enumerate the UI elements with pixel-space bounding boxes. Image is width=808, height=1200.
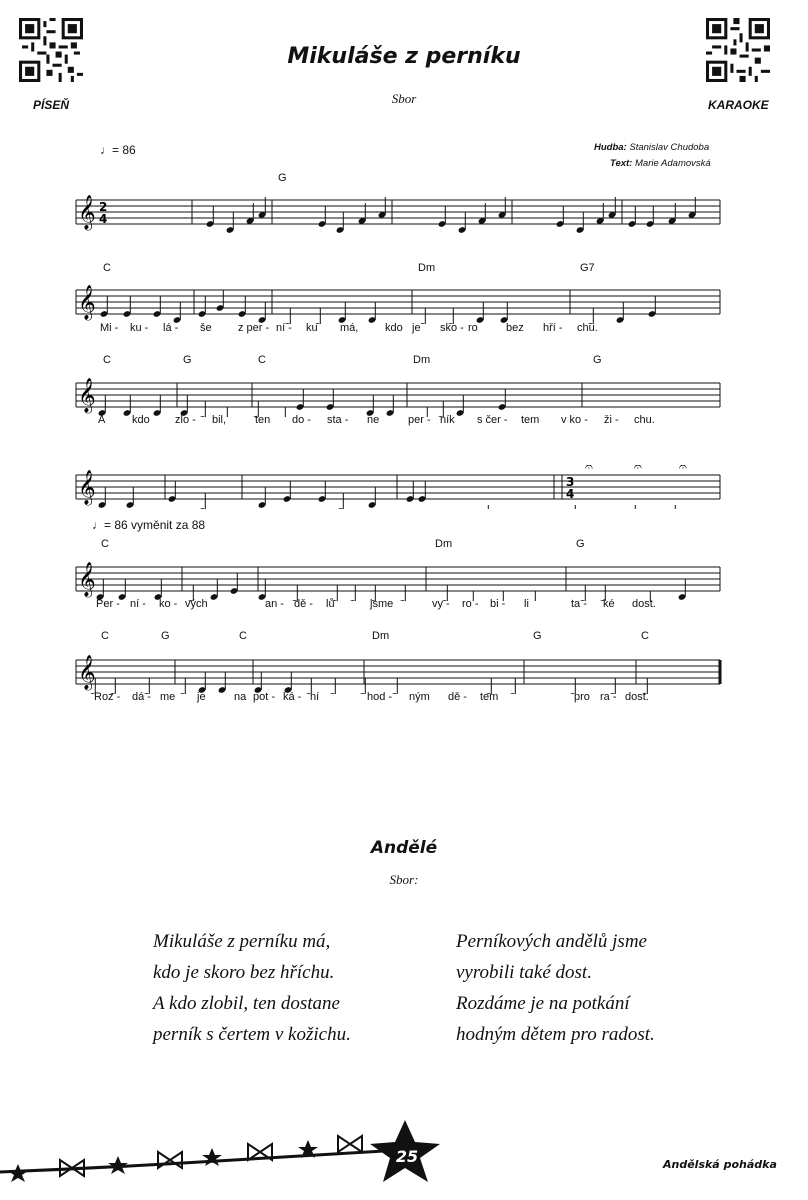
treble-clef-icon: 𝄞 xyxy=(78,378,96,413)
text-credit xyxy=(610,158,734,169)
lyric-syllable: vých xyxy=(185,598,208,610)
lyric-syllable: per - xyxy=(408,414,431,426)
treble-clef-icon: 𝄞 xyxy=(78,285,96,320)
poem-line: A kdo zlobil, ten dostane xyxy=(153,993,340,1014)
lyric-syllable: ro - xyxy=(462,598,479,610)
chord-symbol: C xyxy=(103,262,111,274)
song-subtitle: Sbor xyxy=(391,91,417,106)
karaoke-qr-label: KARAOKE xyxy=(708,98,769,112)
time-signature-top: 2 xyxy=(99,200,108,214)
chord-symbol: G7 xyxy=(580,262,595,274)
lyric-syllable: na xyxy=(234,691,247,703)
text-credit-label: Text: xyxy=(610,158,633,169)
poem-line: hodným dětem pro radost. xyxy=(456,1024,655,1045)
poem-line: vyrobili také dost. xyxy=(456,962,592,983)
staff-system-6 xyxy=(72,650,722,694)
lyric-syllable: Mi - xyxy=(100,322,119,334)
lyric-syllable: kdo xyxy=(132,414,150,426)
poem-line: kdo je skoro bez hříchu. xyxy=(153,962,335,983)
tempo-marking xyxy=(100,143,136,157)
treble-clef-icon: 𝄞 xyxy=(78,655,96,690)
fermata-icon: 𝄐 xyxy=(679,465,687,475)
chord-symbol: C xyxy=(101,538,109,550)
treble-clef-icon: 𝄞 xyxy=(78,562,96,597)
lyric-syllable: bez xyxy=(506,322,524,334)
star-icon xyxy=(108,1156,128,1174)
music-credit-label: Hudba: xyxy=(594,142,627,153)
lyric-syllable: zlo - xyxy=(175,414,196,426)
lyric-syllable: do - xyxy=(292,414,311,426)
time-signature-top: 3 xyxy=(566,475,575,489)
lyric-syllable: hří - xyxy=(543,322,563,334)
lyric-syllable: pot - xyxy=(253,691,276,703)
music-credit-name: Stanislav Chudoba xyxy=(629,142,710,153)
lyric-syllable: bi - xyxy=(490,598,506,610)
lyric-syllable: še xyxy=(200,322,212,334)
lyric-syllable: ten xyxy=(255,414,271,426)
lyric-syllable: tem xyxy=(521,414,540,426)
lyric-syllable: ká - xyxy=(283,691,302,703)
chord-symbol: G xyxy=(576,538,585,550)
page-number: 25 xyxy=(395,1147,419,1166)
staff-system-5 xyxy=(72,557,722,601)
lyric-syllable: bil, xyxy=(212,414,227,426)
lyric-syllable: pro xyxy=(574,691,590,703)
lyric-syllable: ník xyxy=(440,414,455,426)
star-icon xyxy=(202,1148,222,1166)
lyrics-line-3 xyxy=(0,598,808,614)
lyric-syllable: z per - xyxy=(238,322,270,334)
lyric-syllable: Roz - xyxy=(94,691,121,703)
lyric-syllable: ným xyxy=(409,691,430,703)
lyric-syllable: ra - xyxy=(600,691,617,703)
poem-subtitle: Sbor: xyxy=(389,872,419,887)
treble-clef-icon: 𝄞 xyxy=(78,195,96,230)
chord-symbol: Dm xyxy=(435,538,453,550)
lyric-syllable: ko - xyxy=(159,598,178,610)
tempo-marking-2 xyxy=(92,518,205,532)
chord-symbol: Dm xyxy=(413,354,431,366)
quarter-note-icon: ♩ xyxy=(100,143,112,157)
staff-system-3 xyxy=(72,373,722,417)
lyric-syllable: ní - xyxy=(276,322,292,334)
lyric-syllable: lá - xyxy=(163,322,179,334)
chord-symbol: G xyxy=(183,354,192,366)
lyric-syllable: ku - xyxy=(130,322,149,334)
star-icon xyxy=(8,1164,28,1182)
staff-system-2 xyxy=(72,280,722,324)
lyric-syllable: ní - xyxy=(130,598,146,610)
lyric-syllable: jsme xyxy=(370,598,394,610)
chord-symbol: G xyxy=(593,354,602,366)
lyric-syllable: A xyxy=(98,414,106,426)
song-title: Mikuláše z perníku xyxy=(287,44,521,69)
lyric-syllable: dě - xyxy=(294,598,313,610)
lyric-syllable: je xyxy=(197,691,206,703)
song-qr-label: PÍSEŇ xyxy=(33,98,70,112)
lyric-syllable: hod - xyxy=(367,691,393,703)
lyric-syllable: sko - xyxy=(440,322,464,334)
fermata-icon: 𝄐 xyxy=(634,465,642,475)
chord-symbol: C xyxy=(641,630,649,642)
time-signature-bottom: 4 xyxy=(566,487,575,501)
lyrics-line-4 xyxy=(0,691,808,707)
chord-symbol: C xyxy=(101,630,109,642)
chord-symbol: Dm xyxy=(418,262,436,274)
lyric-syllable: ne xyxy=(367,414,380,426)
treble-clef-icon: 𝄞 xyxy=(78,470,96,505)
poem-verse-right xyxy=(456,926,655,1050)
lyric-syllable: sta - xyxy=(327,414,349,426)
lyric-syllable: tem xyxy=(480,691,499,703)
lyric-syllable: ku xyxy=(306,322,318,334)
lyric-syllable: s čer - xyxy=(477,414,508,426)
lyric-syllable: me xyxy=(160,691,176,703)
tempo-value-2: = 86 vyměnit za 88 xyxy=(104,518,206,532)
lyrics-line-1 xyxy=(0,322,808,338)
lyric-syllable: je xyxy=(412,322,421,334)
poem-line: Mikuláše z perníku má, xyxy=(153,931,331,952)
lyric-syllable: ta - xyxy=(571,598,587,610)
poem-line: perník s čertem v kožichu. xyxy=(153,1024,351,1045)
text-credit-name: Marie Adamovská xyxy=(635,158,711,169)
lyrics-line-2 xyxy=(0,414,808,430)
lyric-syllable: v ko - xyxy=(561,414,588,426)
fermata-icon: 𝄐 xyxy=(585,465,593,475)
poem-verse-left xyxy=(153,926,351,1050)
lyric-syllable: ro xyxy=(468,322,478,334)
lyric-syllable: chu. xyxy=(634,414,655,426)
lyric-syllable: dě - xyxy=(448,691,467,703)
bow-icon xyxy=(158,1152,182,1168)
music-credit xyxy=(594,142,734,153)
time-signature-bottom: 4 xyxy=(99,212,108,226)
chord-symbol: C xyxy=(103,354,111,366)
poem-line: Perníkových andělů jsme xyxy=(456,931,647,952)
lyric-syllable: chu. xyxy=(577,322,598,334)
lyric-syllable: ní xyxy=(310,691,320,703)
chord-symbol: G xyxy=(278,172,287,184)
lyric-syllable: ži - xyxy=(604,414,619,426)
lyric-syllable: an - xyxy=(265,598,284,610)
poem-title: Andělé xyxy=(370,838,438,858)
poem-line: Rozdáme je na potkání xyxy=(456,993,630,1014)
staff-system-1 xyxy=(72,190,722,234)
chord-symbol: Dm xyxy=(372,630,390,642)
staff-system-4 xyxy=(72,465,722,509)
lyric-syllable: li xyxy=(524,598,529,610)
lyric-syllable: Per - xyxy=(96,598,120,610)
lyric-syllable: lů xyxy=(326,598,335,610)
quarter-note-icon: ♩ xyxy=(92,518,104,532)
lyric-syllable: má, xyxy=(340,322,359,334)
book-title: Andělská pohádka xyxy=(663,1158,777,1171)
lyric-syllable: dost. xyxy=(625,691,649,703)
garland-decoration xyxy=(0,1120,460,1192)
chord-symbol: C xyxy=(258,354,266,366)
chord-symbol: G xyxy=(533,630,542,642)
bow-icon xyxy=(338,1136,362,1152)
chord-symbol: C xyxy=(239,630,247,642)
lyric-syllable: dost. xyxy=(632,598,656,610)
chord-symbol: G xyxy=(161,630,170,642)
lyric-syllable: vy - xyxy=(432,598,450,610)
lyric-syllable: ké xyxy=(603,598,615,610)
lyric-syllable: kdo xyxy=(385,322,403,334)
lyric-syllable: dá - xyxy=(132,691,151,703)
tempo-value: = 86 xyxy=(112,143,136,157)
